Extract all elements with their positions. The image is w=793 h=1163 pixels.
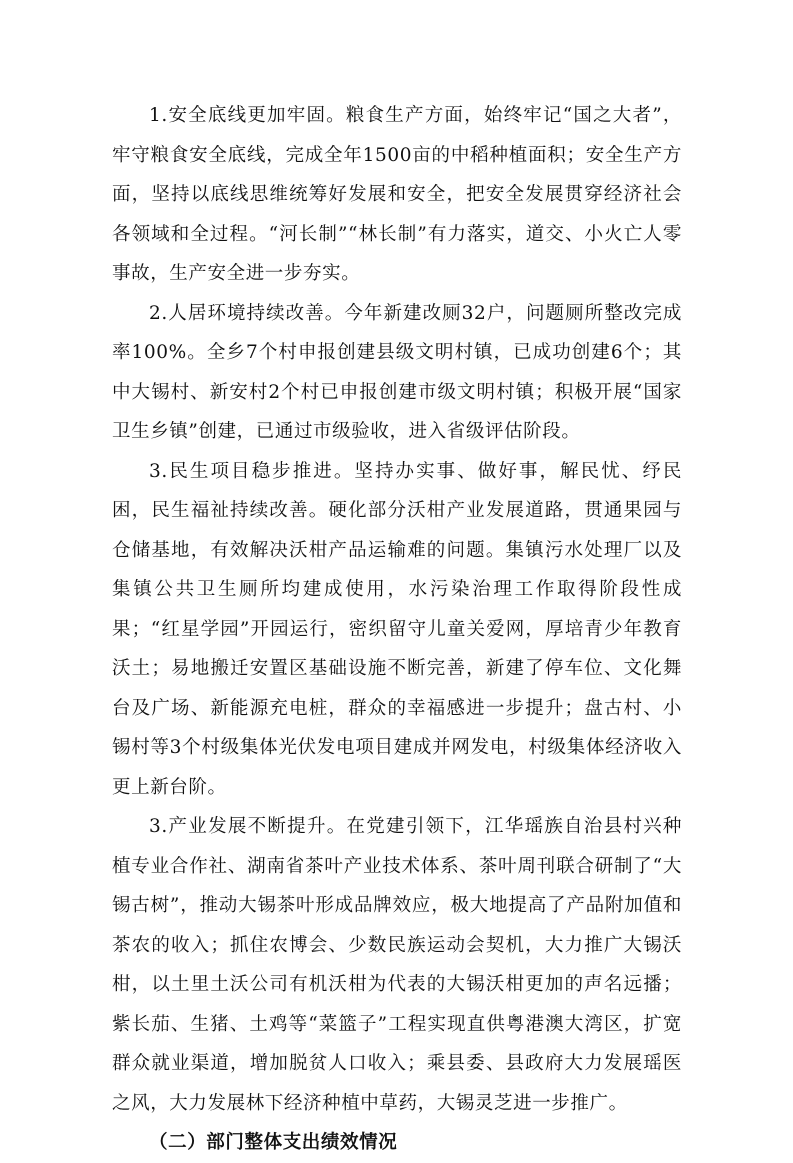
- document-body: [112, 96, 682, 1163]
- paragraph-industry-development: 3.产业发展不断提升。在党建引领下，江华瑶族自治县村兴种植专业合作社、湖南省茶叶产业技术体系、茶叶周刊联合研制了“大锡古树”，推动大锡茶叶形成品牌效应，极大地提高了产品附加值和茶农的收入；抓住农博会、少数民族运动会契机，大力推广大锡沃柑，以土里土沃公司有机沃柑为代表的大锡沃柑更加的声名远播；紫长茄、生猪、土鸡等“菜篮子”工程实现直供粤港澳大湾区，扩宽群众就业渠道，增加脱贫人口收入；乘县委、县政府大力发展瑶医之风，大力发展林下经济种植中草药，大锡灵芝进一步推广。: [112, 816, 682, 1114]
- paragraph-living-environment: 2.人居环境持续改善。今年新建改厕32户，问题厕所整改完成率100%。全乡7个村申报创建县级文明村镇，已成功创建6个；其中大锡村、新安村2个村已申报创建市级文明村镇；积极开展“国家卫生乡镇”创建，已通过市级验收，进入省级评估阶段。: [112, 302, 682, 442]
- paragraph-safety-baseline: 1.安全底线更加牢固。粮食生产方面，始终牢记“国之大者”，牢守粮食安全底线，完成全年1500亩的中稻种植面积；安全生产方面，坚持以底线思维统筹好发展和安全，把安全发展贯穿经济社会各领域和全过程。“河长制”“林长制”有力落实，道交、小火亡人零事故，生产安全进一步夯实。: [112, 105, 682, 284]
- section-heading: （二）部门整体支出绩效情况: [149, 1132, 398, 1153]
- paragraph-livelihood-projects: 3.民生项目稳步推进。坚持办实事、做好事，解民忧、纾民困，民生福祉持续改善。硬化部分沃柑产业发展道路，贯通果园与仓储基地，有效解决沃柑产品运输难的问题。集镇污水处理厂以及集镇公共卫生厕所均建成使用，水污染治理工作取得阶段性成果；“红星学园”开园运行，密织留守儿童关爱网，厚培青少年教育沃土；易地搬迁安置区基础设施不断完善，新建了停车位、文化舞台及广场、新能源充电桩，群众的幸福感进一步提升；盘古村、小锡村等3个村级集体光伏发电项目建成并网发电，村级集体经济收入更上新台阶。: [112, 460, 682, 798]
